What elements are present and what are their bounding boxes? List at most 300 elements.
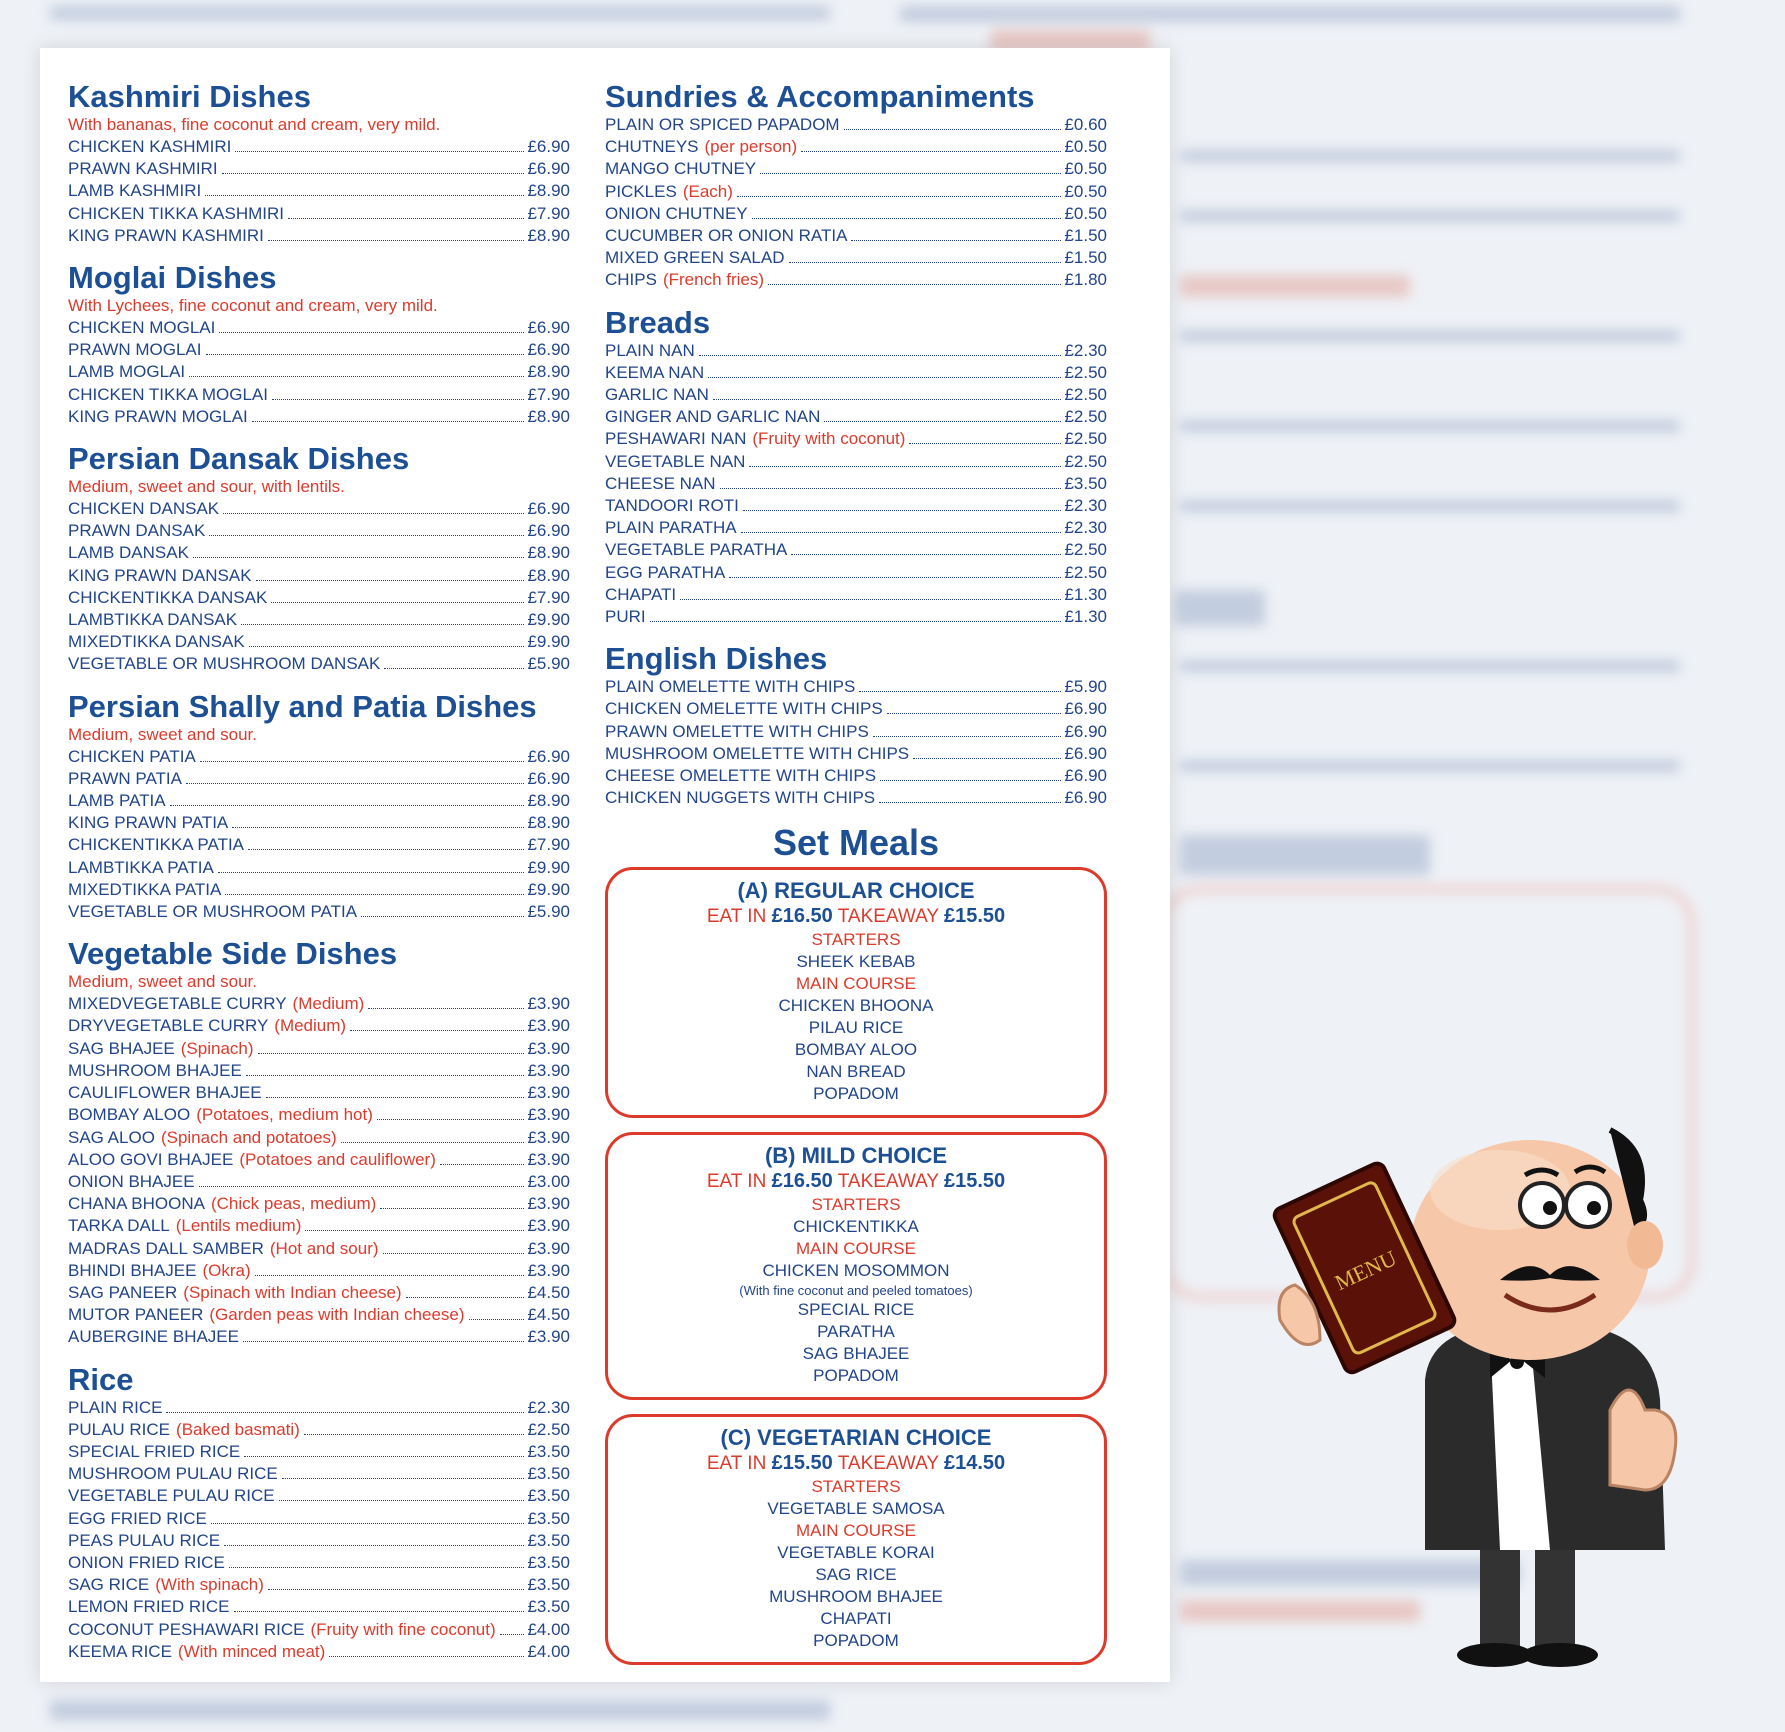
menu-item	[605, 473, 1107, 495]
dot-leader	[193, 557, 525, 558]
menu-item	[605, 136, 1107, 158]
item-price: £1.30	[1064, 584, 1107, 604]
item-name: VEGETABLE OR MUSHROOM PATIA	[68, 902, 358, 922]
dot-leader	[377, 1119, 525, 1120]
item-price: £5.90	[527, 902, 570, 922]
item-name: CAULIFLOWER BHAJEE	[68, 1083, 262, 1103]
item-note: (Garden peas with Indian cheese)	[209, 1305, 465, 1325]
menu-sheet	[40, 48, 1170, 1682]
item-note: (Potatoes, medium hot)	[196, 1105, 373, 1125]
item-price: £0.50	[1064, 137, 1107, 157]
set-meal-title: (B) MILD CHOICE	[764, 1143, 948, 1169]
menu-item	[68, 1574, 570, 1596]
dot-leader	[859, 691, 1061, 692]
item-price: £3.50	[1064, 473, 1107, 493]
dot-leader	[737, 196, 1062, 197]
set-meal-box	[605, 1414, 1107, 1665]
menu-item	[68, 1441, 570, 1463]
menu-item	[68, 746, 570, 768]
set-meal-prices	[618, 904, 1094, 929]
item-price: £0.50	[1064, 203, 1107, 223]
dot-leader	[268, 240, 525, 241]
dot-leader	[206, 354, 525, 355]
menu-item	[605, 676, 1107, 698]
dot-leader	[266, 1097, 525, 1098]
item-name: BOMBAY ALOO	[68, 1105, 191, 1125]
menu-item	[68, 768, 570, 790]
item-name: KING PRAWN KASHMIRI	[68, 225, 264, 245]
item-name: PULAU RICE	[68, 1419, 171, 1439]
menu-item	[68, 812, 570, 834]
dot-leader	[384, 668, 524, 669]
item-note: (Each)	[682, 181, 733, 201]
item-price: £1.30	[1064, 607, 1107, 627]
menu-item	[68, 609, 570, 631]
menu-item	[605, 269, 1107, 291]
dot-leader	[749, 466, 1061, 467]
main-course-item: SAG RICE	[815, 1565, 897, 1585]
dot-leader	[218, 872, 525, 873]
set-meals-title: Set Meals	[772, 822, 940, 864]
menu-item	[605, 247, 1107, 269]
takeaway-label: TAKEAWAY	[837, 1453, 939, 1475]
item-name: EGG FRIED RICE	[68, 1508, 207, 1528]
item-price: £4.50	[527, 1282, 570, 1302]
section-subtitle: Medium, sweet and sour.	[68, 972, 257, 992]
menu-item	[68, 834, 570, 856]
eat-in-label: EAT IN	[706, 1171, 767, 1193]
menu-item	[68, 1127, 570, 1149]
item-name: MUSHROOM BHAJEE	[68, 1060, 242, 1080]
item-name: CHANA BHOONA	[68, 1194, 205, 1214]
item-name: LAMBTIKKA DANSAK	[68, 610, 238, 630]
dot-leader	[229, 1567, 525, 1568]
dot-leader	[258, 1053, 525, 1054]
menu-item	[68, 1463, 570, 1485]
dot-leader	[741, 532, 1062, 533]
menu-item	[68, 1193, 570, 1215]
item-name: PRAWN OMELETTE WITH CHIPS	[605, 721, 869, 741]
item-note: (Medium)	[292, 994, 365, 1014]
main-course-item: PILAU RICE	[808, 1018, 904, 1038]
menu-item	[68, 1149, 570, 1171]
item-price: £3.50	[527, 1508, 570, 1528]
item-name: EGG PARATHA	[605, 562, 726, 582]
menu-item	[605, 721, 1107, 743]
item-price: £9.90	[527, 610, 570, 630]
menu-item	[68, 1238, 570, 1260]
item-price: £3.90	[527, 1127, 570, 1147]
menu-item	[68, 1552, 570, 1574]
item-name: ONION CHUTNEY	[605, 203, 748, 223]
menu-item	[605, 340, 1107, 362]
right-column	[605, 80, 1107, 1679]
menu-item	[68, 1171, 570, 1193]
dot-leader	[248, 849, 524, 850]
item-name: PLAIN OMELETTE WITH CHIPS	[605, 677, 856, 697]
menu-section	[605, 80, 1107, 292]
item-price: £6.90	[1064, 721, 1107, 741]
menu-item	[68, 1530, 570, 1552]
menu-item	[605, 584, 1107, 606]
item-name: CHICKEN DANSAK	[68, 499, 220, 519]
item-price: £3.50	[527, 1530, 570, 1550]
item-price: £3.50	[527, 1552, 570, 1572]
takeaway-price: £14.50	[944, 1452, 1006, 1475]
main-course-item: POPADOM	[813, 1084, 899, 1104]
item-price: £3.50	[527, 1464, 570, 1484]
main-course-label: MAIN COURSE	[796, 974, 916, 994]
mascot-glasses	[1520, 1183, 1564, 1227]
item-name: KEEMA RICE	[68, 1641, 172, 1661]
item-name: KING PRAWN DANSAK	[68, 565, 252, 585]
item-name: CHEESE OMELETTE WITH CHIPS	[605, 766, 877, 786]
item-name: PLAIN NAN	[605, 340, 695, 360]
dot-leader	[791, 554, 1061, 555]
menu-item	[605, 698, 1107, 720]
section-title: English Dishes	[605, 641, 828, 677]
menu-item	[68, 180, 570, 202]
main-course-label: MAIN COURSE	[796, 1521, 916, 1541]
item-name: MANGO CHUTNEY	[605, 159, 757, 179]
mascot-shoe	[1522, 1643, 1598, 1667]
item-name: MIXEDTIKKA DANSAK	[68, 632, 245, 652]
menu-item	[605, 787, 1107, 809]
dot-leader	[913, 758, 1061, 759]
dot-leader	[350, 1030, 524, 1031]
dot-leader	[329, 1656, 524, 1657]
item-note: (Medium)	[274, 1016, 347, 1036]
item-name: MUSHROOM PULAU RICE	[68, 1464, 278, 1484]
menu-item	[605, 743, 1107, 765]
menu-item	[68, 1508, 570, 1530]
item-name: PRAWN PATIA	[68, 768, 182, 788]
item-price: £2.50	[1064, 451, 1107, 471]
item-name: PRAWN MOGLAI	[68, 340, 202, 360]
item-price: £3.90	[527, 994, 570, 1014]
dot-leader	[680, 599, 1061, 600]
section-title: Persian Shally and Patia Dishes	[68, 688, 537, 724]
dot-leader	[249, 646, 525, 647]
menu-item	[605, 384, 1107, 406]
dot-leader	[500, 1634, 525, 1635]
item-name: CHICKEN KASHMIRI	[68, 137, 232, 156]
item-name: ALOO GOVI BHAJEE	[68, 1149, 234, 1169]
item-price: £4.00	[527, 1619, 570, 1639]
dot-leader	[205, 195, 524, 196]
menu-item	[68, 1038, 570, 1060]
item-price: £6.90	[527, 521, 570, 541]
set-meal-box	[605, 1132, 1107, 1400]
menu-item	[68, 587, 570, 609]
menu-item	[605, 406, 1107, 428]
item-price: £6.90	[527, 746, 570, 766]
item-name: PESHAWARI NAN	[605, 429, 747, 449]
dot-leader	[729, 577, 1061, 578]
menu-section	[68, 80, 570, 247]
menu-section	[68, 690, 570, 924]
starters-label: STARTERS	[811, 930, 901, 950]
menu-item	[68, 384, 570, 406]
menu-item	[68, 406, 570, 428]
menu-item	[68, 498, 570, 520]
dot-leader	[304, 1434, 525, 1435]
section-title: Sundries & Accompaniments	[605, 79, 1035, 114]
main-course-item: VEGETABLE KORAI	[777, 1543, 935, 1563]
item-price: £9.90	[527, 632, 570, 652]
dot-leader	[268, 1589, 525, 1590]
item-price: £3.50	[527, 1597, 570, 1617]
item-price: £2.50	[527, 1419, 570, 1439]
dot-leader	[282, 1478, 525, 1479]
item-price: £7.90	[527, 203, 570, 223]
dot-leader	[305, 1230, 524, 1231]
main-course-item: CHAPATI	[820, 1609, 892, 1629]
menu-item	[605, 114, 1107, 136]
menu-item	[68, 1260, 570, 1282]
item-name: MUSHROOM OMELETTE WITH CHIPS	[605, 743, 910, 763]
mascot-leg	[1480, 1540, 1520, 1650]
dot-leader	[887, 713, 1062, 714]
item-name: SAG ALOO	[68, 1127, 155, 1147]
item-price: £2.30	[1064, 340, 1107, 360]
dot-leader	[219, 332, 524, 333]
section-title: Persian Dansak Dishes	[68, 441, 410, 477]
dot-leader	[789, 262, 1062, 263]
menu-item	[68, 1419, 570, 1441]
item-note: (Spinach)	[180, 1038, 254, 1058]
menu-item	[68, 1060, 570, 1082]
section-subtitle: Medium, sweet and sour.	[68, 724, 257, 744]
menu-item	[605, 362, 1107, 384]
eat-in-price: £16.50	[771, 905, 833, 928]
eat-in-price: £16.50	[771, 1170, 833, 1193]
item-price: £3.00	[527, 1171, 570, 1191]
item-price: £6.90	[527, 159, 570, 179]
menu-item	[68, 203, 570, 225]
item-price: £2.50	[1064, 362, 1107, 382]
item-price: £6.90	[1064, 699, 1107, 719]
item-price: £4.00	[527, 1641, 570, 1661]
item-price: £2.30	[1064, 496, 1107, 516]
item-price: £1.80	[1064, 270, 1107, 290]
item-note: (Chick peas, medium)	[210, 1194, 377, 1214]
mascot-shoe	[1457, 1643, 1533, 1667]
menu-item	[68, 317, 570, 339]
item-name: LEMON FRIED RICE	[68, 1597, 230, 1617]
item-price: £8.90	[527, 225, 570, 245]
main-course-note: (With fine coconut and peeled tomatoes)	[739, 1283, 973, 1299]
menu-item	[605, 539, 1107, 561]
item-name: KEEMA NAN	[605, 362, 705, 382]
dot-leader	[189, 376, 524, 377]
item-price: £2.30	[1064, 518, 1107, 538]
menu-item	[68, 1082, 570, 1104]
item-name: CHICKEN TIKKA MOGLAI	[68, 384, 268, 404]
item-price: £6.90	[1064, 788, 1107, 808]
set-meal-title: (C) VEGETARIAN CHOICE	[720, 1425, 992, 1451]
main-course-item: PARATHA	[817, 1322, 895, 1342]
main-course-item: SPECIAL RICE	[797, 1300, 915, 1320]
section-title: Vegetable Side Dishes	[68, 936, 398, 972]
dot-leader	[211, 1523, 525, 1524]
item-name: PICKLES	[605, 181, 677, 201]
item-name: CHICKEN OMELETTE WITH CHIPS	[605, 699, 883, 719]
item-price: £6.90	[527, 768, 570, 788]
item-name: VEGETABLE PARATHA	[605, 540, 788, 560]
menu-item	[68, 225, 570, 247]
dot-leader	[368, 1008, 524, 1009]
section-title: Moglai Dishes	[68, 260, 277, 296]
item-price: £3.90	[527, 1327, 570, 1347]
item-note: (Fruity with fine coconut)	[310, 1619, 496, 1639]
item-name: PRAWN DANSAK	[68, 521, 206, 541]
menu-item	[68, 1596, 570, 1618]
menu-item	[68, 901, 570, 923]
menu-item	[68, 879, 570, 901]
item-name: CHICKENTIKKA PATIA	[68, 835, 245, 855]
item-name: CHICKEN NUGGETS WITH CHIPS	[605, 788, 876, 808]
item-price: £2.50	[1064, 540, 1107, 560]
item-price: £8.90	[527, 791, 570, 811]
menu-section	[68, 1363, 570, 1663]
item-note: (Fruity with coconut)	[752, 429, 906, 449]
dot-leader	[271, 602, 524, 603]
item-note: (Spinach with Indian cheese)	[183, 1282, 402, 1302]
item-note: (With spinach)	[155, 1575, 264, 1595]
set-meal-title: (A) REGULAR CHOICE	[737, 878, 975, 904]
item-name: ONION BHAJEE	[68, 1171, 195, 1191]
menu-item	[68, 1619, 570, 1641]
item-price: £3.50	[527, 1486, 570, 1506]
main-course-item: MUSHROOM BHAJEE	[769, 1587, 943, 1607]
item-price: £6.90	[1064, 766, 1107, 786]
item-note: (With minced meat)	[177, 1641, 326, 1661]
item-name: CHUTNEYS	[605, 137, 699, 157]
main-course-item: CHICKEN BHOONA	[778, 996, 934, 1016]
dot-leader	[880, 780, 1061, 781]
section-subtitle: Medium, sweet and sour, with lentils.	[68, 477, 345, 497]
main-course-item: POPADOM	[813, 1366, 899, 1386]
dot-leader	[851, 240, 1061, 241]
item-price: £3.50	[527, 1575, 570, 1595]
menu-item	[68, 1326, 570, 1348]
dot-leader	[383, 1253, 525, 1254]
right-sections	[605, 80, 1107, 809]
dot-leader	[234, 1611, 525, 1612]
menu-item	[68, 1397, 570, 1419]
dot-leader	[909, 443, 1061, 444]
dot-leader	[279, 1500, 525, 1501]
item-name: CUCUMBER OR ONION RATIA	[605, 226, 848, 246]
dot-leader	[199, 1186, 525, 1187]
item-name: PEAS PULAU RICE	[68, 1530, 221, 1550]
item-name: GINGER AND GARLIC NAN	[605, 407, 821, 427]
item-name: VEGETABLE NAN	[605, 451, 746, 471]
item-price: £3.90	[527, 1016, 570, 1036]
item-name: PURI	[605, 607, 646, 627]
dot-leader	[186, 783, 524, 784]
item-price: £0.50	[1064, 181, 1107, 201]
dot-leader	[224, 1545, 524, 1546]
dot-leader	[380, 1208, 524, 1209]
menu-item	[605, 517, 1107, 539]
item-name: VEGETABLE PULAU RICE	[68, 1486, 275, 1506]
set-meal-prices	[618, 1451, 1094, 1476]
dot-leader	[235, 151, 524, 152]
menu-item	[605, 765, 1107, 787]
dot-leader	[879, 802, 1061, 803]
item-name: KING PRAWN MOGLAI	[68, 406, 248, 426]
item-price: £3.90	[527, 1238, 570, 1258]
dot-leader	[252, 421, 525, 422]
starters-label: STARTERS	[811, 1477, 901, 1497]
dot-leader	[209, 535, 524, 536]
dot-leader	[232, 827, 524, 828]
menu-item	[68, 790, 570, 812]
item-name: COCONUT PESHAWARI RICE	[68, 1619, 305, 1639]
item-name: VEGETABLE OR MUSHROOM DANSAK	[68, 654, 381, 674]
item-name: GARLIC NAN	[605, 385, 709, 405]
dot-leader	[243, 1341, 524, 1342]
dot-leader	[752, 218, 1062, 219]
item-price: £5.90	[527, 654, 570, 674]
main-course-item: NAN BREAD	[806, 1062, 906, 1082]
item-name: SAG RICE	[68, 1575, 150, 1595]
item-name: PLAIN OR SPICED PAPADOM	[605, 115, 840, 134]
chef-thumbs-up-icon	[1250, 1110, 1730, 1670]
item-price: £3.90	[527, 1149, 570, 1169]
menu-item	[68, 1104, 570, 1126]
dot-leader	[200, 761, 525, 762]
dot-leader	[801, 151, 1061, 152]
item-name: MIXEDTIKKA PATIA	[68, 879, 222, 899]
menu-item	[68, 520, 570, 542]
section-title: Kashmiri Dishes	[68, 79, 311, 114]
item-name: CHICKEN TIKKA KASHMIRI	[68, 203, 285, 223]
dot-leader	[699, 355, 1062, 356]
item-name: MIXED GREEN SALAD	[605, 248, 785, 268]
menu-section	[68, 937, 570, 1348]
item-price: £8.90	[527, 543, 570, 563]
item-price: £8.90	[527, 362, 570, 382]
item-note: (French fries)	[662, 270, 765, 290]
main-course-item: POPADOM	[813, 1631, 899, 1651]
item-name: TARKA DALL	[68, 1216, 170, 1236]
menu-item	[68, 653, 570, 675]
menu-item	[68, 136, 570, 158]
eat-in-price: £15.50	[771, 1452, 833, 1475]
takeaway-label: TAKEAWAY	[837, 906, 939, 928]
item-price: £3.50	[527, 1441, 570, 1461]
dot-leader	[222, 173, 525, 174]
dot-leader	[225, 894, 524, 895]
item-name: LAMB MOGLAI	[68, 362, 186, 382]
menu-item	[68, 158, 570, 180]
item-name: CHICKEN MOGLAI	[68, 318, 216, 338]
set-meal-box	[605, 867, 1107, 1118]
item-name: MADRAS DALL SAMBER	[68, 1238, 264, 1258]
item-name: AUBERGINE BHAJEE	[68, 1327, 239, 1347]
dot-leader	[288, 218, 524, 219]
item-price: £6.90	[527, 318, 570, 338]
dot-leader	[244, 1456, 524, 1457]
dot-leader	[246, 1075, 525, 1076]
set-meals-boxes	[605, 867, 1107, 1665]
menu-item	[68, 565, 570, 587]
menu-item	[605, 495, 1107, 517]
item-price: £0.60	[1064, 115, 1107, 134]
